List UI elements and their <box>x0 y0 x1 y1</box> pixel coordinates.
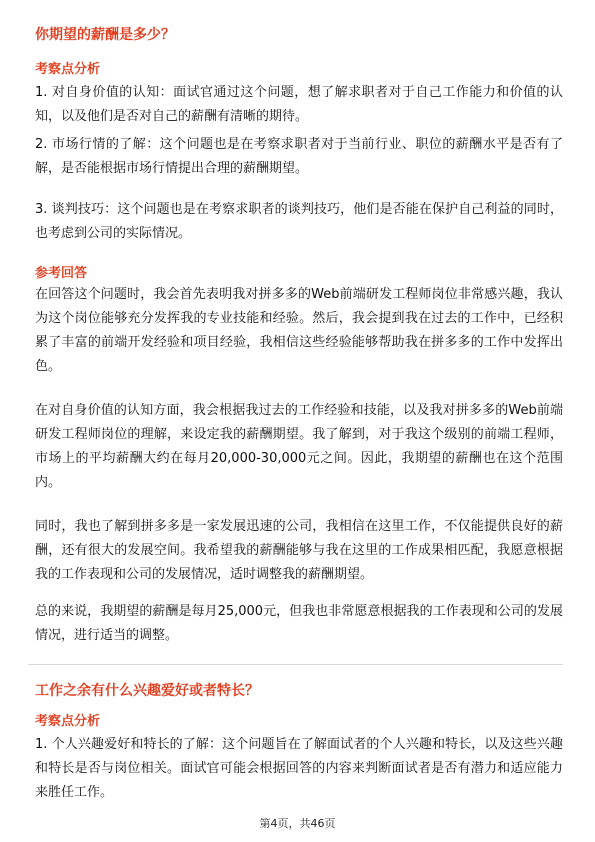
answer-paragraph: 在对自身价值的认知方面，我会根据我过去的工作经验和技能，以及我对拼多多的Web前端研发工程师岗位的理解，来设定我的薪酬期望。我了解到，对于我这个级别的前端工程师，市场上的平均薪酬大约在每月20,000-30,000元之间。因此，我期望的薪酬也在这个范围内。 <box>35 403 563 490</box>
analysis-heading-1: 考察点分析 <box>35 62 101 77</box>
page-number: 第4页，共46页 <box>259 817 336 830</box>
question-1-title: 你期望的薪酬是多少？ <box>35 27 175 43</box>
analysis-item: 2. 市场行情的了解：这个问题也是在考察求职者对于当前行业、职位的薪酬水平是否有了解，是否能根据市场行情提出合理的薪酬期望。 <box>35 137 563 176</box>
question-2-title: 工作之余有什么兴趣爱好或者特长？ <box>35 683 259 699</box>
answer-heading: 参考回答 <box>35 266 88 281</box>
section-divider <box>28 664 563 665</box>
answer-paragraph: 同时，我也了解到拼多多是一家发展迅速的公司，我相信在这里工作，不仅能提供良好的薪酬，还有很大的发展空间。我希望我的薪酬能够与我在这里的工作成果相匹配，我愿意根据我的工作表现和公司的发展情况，适时调整我的薪酬期望。 <box>35 519 563 582</box>
analysis-item: 1. 个人兴趣爱好和特长的了解：这个问题旨在了解面试者的个人兴趣和特长，以及这些兴趣和特长是否与岗位相关。面试官可能会根据回答的内容来判断面试者是否有潜力和适应能力来胜任工作。 <box>35 737 563 800</box>
analysis-item: 1. 对自身价值的认知：面试官通过这个问题，想了解求职者对于自己工作能力和价值的认知，以及他们是否对自己的薪酬有清晰的期待。 <box>35 85 563 124</box>
answer-paragraph: 在回答这个问题时，我会首先表明我对拼多多的Web前端研发工程师岗位非常感兴趣，我认为这个岗位能够充分发挥我的专业技能和经验。然后，我会提到我在过去的工作中，已经积累了丰富的前端开发经验和项目经验，我相信这些经验能够帮助我在拼多多的工作中发挥出色。 <box>35 287 563 374</box>
answer-paragraph: 总的来说，我期望的薪酬是每月25,000元，但我也非常愿意根据我的工作表现和公司的发展情况，进行适当的调整。 <box>35 604 563 643</box>
analysis-heading-2: 考察点分析 <box>35 714 101 729</box>
analysis-item: 3. 谈判技巧：这个问题也是在考察求职者的谈判技巧，他们是否能在保护自己利益的同时，也考虑到公司的实际情况。 <box>35 202 563 241</box>
